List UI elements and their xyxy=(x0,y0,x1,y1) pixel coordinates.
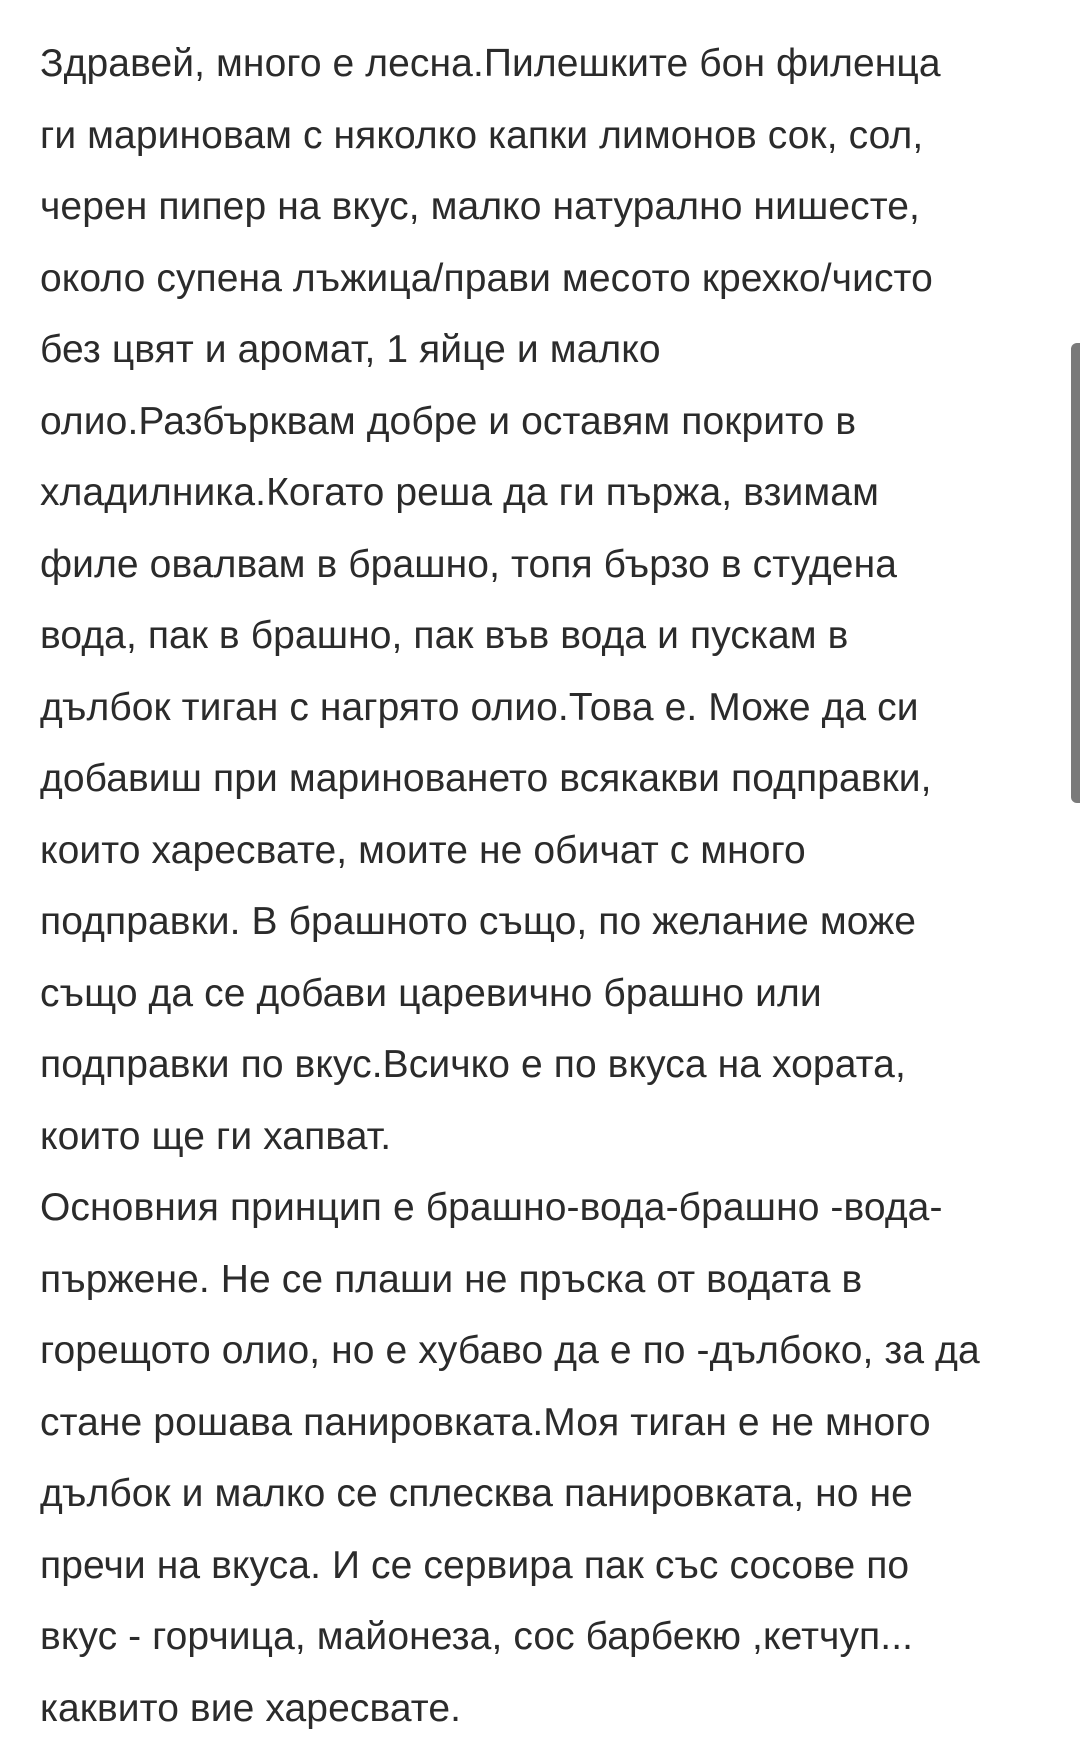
comment-line: ги мариновам с няколко капки лимонов сок, сол, xyxy=(40,100,1050,172)
comment-line: пречи на вкуса. И се сервира пак със сосове по xyxy=(40,1530,1050,1602)
comment-line: дълбок и малко се сплесква панировката, но не xyxy=(40,1458,1050,1530)
comment-line: пържене. Не се плаши не пръска от водата в xyxy=(40,1244,1050,1316)
comment-line: добавиш при маринoването всякакви подправки, xyxy=(40,743,1050,815)
comment-line: също да се добави царевично брашно или xyxy=(40,958,1050,1030)
comment-line: подправки по вкус.Всичко е по вкуса на хората, xyxy=(40,1029,1050,1101)
comment-line: олио.Разбърквам добре и оставям покрито в xyxy=(40,386,1050,458)
comment-line: вода, пак в брашно, пак във вода и пускам в xyxy=(40,600,1050,672)
comment-line: Основния принцип е брашно-вода-брашно -вода- xyxy=(40,1172,1050,1244)
comment-line: подправки. В брашното също, по желание може xyxy=(40,886,1050,958)
comment-line: каквито вие харесвате. xyxy=(40,1673,1050,1744)
comment-line: около супена лъжица/прави месото крехко/чисто xyxy=(40,243,1050,315)
comment-line: вкус - горчица, майонеза, сос барбекю ,кетчуп... xyxy=(40,1601,1050,1673)
comment-line: Здравей, много е лесна.Пилешките бон филенца xyxy=(40,28,1050,100)
comment-line: които харесвате, моите не обичат с много xyxy=(40,815,1050,887)
comment-text xyxy=(40,28,1050,1744)
comment-line: горещото олио, но е хубаво да е по -дълбоко, за да xyxy=(40,1315,1050,1387)
comment-line: стане рошава панировката.Моя тиган е не много xyxy=(40,1387,1050,1459)
comment-line: хладилника.Когато реша да ги пържа, взимам xyxy=(40,457,1050,529)
comment-line: филе овалвам в брашно, топя бързо в студена xyxy=(40,529,1050,601)
comment-line: дълбок тиган с нагрято олио.Това е. Може да си xyxy=(40,672,1050,744)
comment-line: които ще ги хапват. xyxy=(40,1101,1050,1173)
comment-line: черен пипер на вкус, малко натурално нишесте, xyxy=(40,171,1050,243)
comment-line: без цвят и аромат, 1 яйце и малко xyxy=(40,314,1050,386)
scrollbar-thumb[interactable] xyxy=(1071,343,1080,803)
